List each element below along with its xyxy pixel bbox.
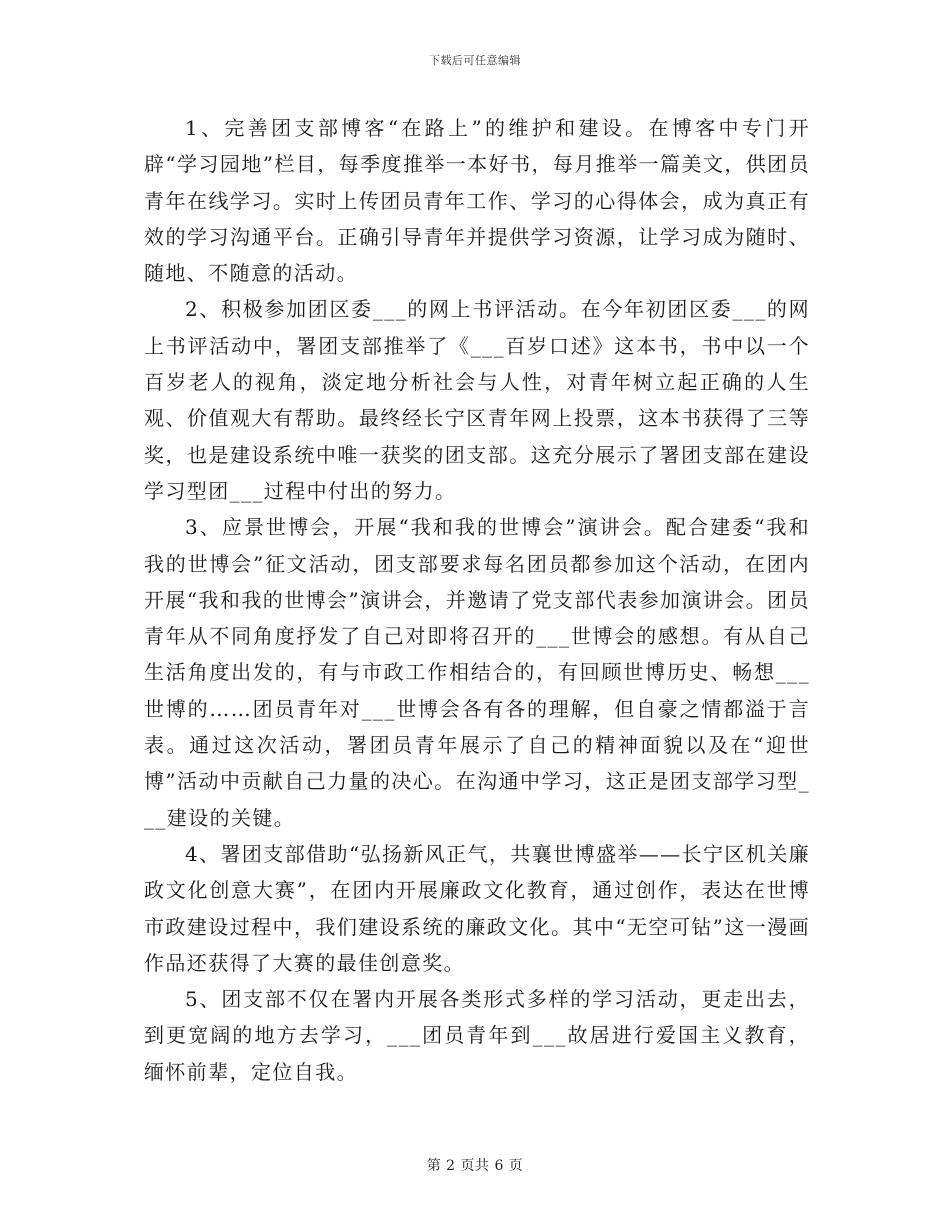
paragraph-4: 4、署团支部借助“弘扬新风正气，共襄世博盛举——长宁区机关廉政文化创意大赛”，在团内开展廉政文化教育，通过创作，表达在世博市政建设过程中，我们建设系统的廉政文化。其中“无空可钻”这一漫画作品还获得了大赛的最佳创意奖。 bbox=[144, 841, 810, 975]
paragraph-2: 2、积极参加团区委___的网上书评活动。在今年初团区委___的网上书评活动中，署团支部推举了《___百岁口述》这本书，书中以一个百岁老人的视角，淡定地分析社会与人性，对青年树立起正确的人生观、价值观大有帮助。最终经长宁区青年网上投票，这本书获得了三等奖，也是建设系统中唯一获奖的团支部。这充分展示了署团支部在建设学习型团___过程中付出的努力。 bbox=[144, 297, 810, 503]
page-header: 下载后可任意编辑 bbox=[429, 54, 521, 67]
paragraph-5: 5、团支部不仅在署内开展各类形式多样的学习活动，更走出去，到更宽阔的地方去学习，___团员青年到___故居进行爱国主义教育，缅怀前辈，定位自我。 bbox=[144, 987, 810, 1084]
paragraph-3: 3、应景世博会，开展“我和我的世博会”演讲会。配合建委“我和我的世博会”征文活动，团支部要求每名团员都参加这个活动，在团内开展“我和我的世博会”演讲会，并邀请了党支部代表参加演讲会。团员青年从不同角度抒发了自己对即将召开的___世博会的感想。有从自己生活角度出发的，有与市政工作相结合的，有回顾世博历史、畅想___世博的……团员青年对___世博会各有各的理解，但自豪之情都溢于言表。通过这次活动，署团员青年展示了自己的精神面貌以及在“迎世博”活动中贡献自己力量的决心。在沟通中学习，这正是团支部学习型___建设的关键。 bbox=[144, 515, 810, 830]
document-body bbox=[144, 110, 810, 1090]
page-footer: 第 2 页共 6 页 bbox=[426, 1158, 524, 1174]
paragraph-1: 1、完善团支部博客“在路上”的维护和建设。在博客中专门开辟“学习园地”栏目，每季度推举一本好书，每月推举一篇美文，供团员青年在线学习。实时上传团员青年工作、学习的心得体会，成为真正有效的学习沟通平台。正确引导青年并提供学习资源，让学习成为随时、随地、不随意的活动。 bbox=[144, 116, 810, 286]
